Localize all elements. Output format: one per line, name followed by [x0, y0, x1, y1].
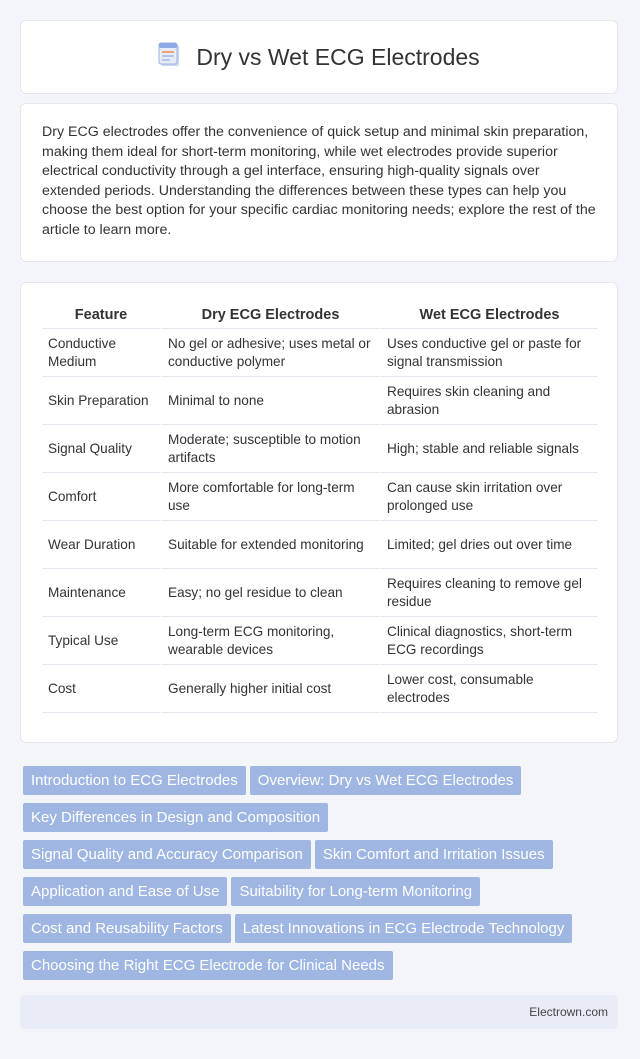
- table-row: [42, 617, 598, 665]
- table-cell: Maintenance: [42, 569, 160, 617]
- table-cell: Uses conductive gel or paste for signal transmission: [379, 329, 598, 377]
- comparison-table-card: [20, 282, 618, 743]
- table-cell: Can cause skin irritation over prolonged use: [379, 473, 598, 521]
- link-skin-comfort[interactable]: Skin Comfort and Irritation Issues: [315, 840, 553, 869]
- link-long-term[interactable]: Suitability for Long-term Monitoring: [231, 877, 480, 906]
- table-cell: Suitable for extended monitoring: [160, 521, 379, 569]
- table-row: [42, 329, 598, 377]
- link-cost[interactable]: Cost and Reusability Factors: [23, 914, 231, 943]
- page-title: Dry vs Wet ECG Electrodes: [196, 43, 480, 70]
- table-cell: Skin Preparation: [42, 377, 160, 425]
- footer: [20, 995, 618, 1029]
- table-cell: Cost: [42, 665, 160, 713]
- table-cell: Long-term ECG monitoring, wearable devices: [160, 617, 379, 665]
- table-cell: Moderate; susceptible to motion artifacts: [160, 425, 379, 473]
- link-signal-quality[interactable]: Signal Quality and Accuracy Comparison: [23, 840, 311, 869]
- table-cell: Requires skin cleaning and abrasion: [379, 377, 598, 425]
- table-cell: More comfortable for long-term use: [160, 473, 379, 521]
- link-choosing[interactable]: Choosing the Right ECG Electrode for Clinical Needs: [23, 951, 393, 980]
- footer-site[interactable]: Electrown.com: [529, 1005, 608, 1019]
- table-cell: Clinical diagnostics, short-term ECG recordings: [379, 617, 598, 665]
- intro-card: [20, 103, 618, 262]
- table-cell: Easy; no gel residue to clean: [160, 569, 379, 617]
- table-cell: Limited; gel dries out over time: [379, 521, 598, 569]
- related-links: [23, 766, 618, 988]
- header-feature: Feature: [42, 302, 160, 329]
- link-introduction[interactable]: Introduction to ECG Electrodes: [23, 766, 246, 795]
- link-key-differences[interactable]: Key Differences in Design and Composition: [23, 803, 328, 832]
- table-row: [42, 377, 598, 425]
- header-wet: Wet ECG Electrodes: [379, 302, 598, 329]
- table-row: [42, 473, 598, 521]
- table-row: [42, 521, 598, 569]
- link-overview[interactable]: Overview: Dry vs Wet ECG Electrodes: [250, 766, 522, 795]
- table-cell: Conductive Medium: [42, 329, 160, 377]
- table-cell: Generally higher initial cost: [160, 665, 379, 713]
- table-cell: Comfort: [42, 473, 160, 521]
- table-cell: Minimal to none: [160, 377, 379, 425]
- link-innovations[interactable]: Latest Innovations in ECG Electrode Technology: [235, 914, 573, 943]
- header-dry: Dry ECG Electrodes: [160, 302, 379, 329]
- intro-text: Dry ECG electrodes offer the convenience of quick setup and minimal skin preparation, making them ideal for short-term monitoring, while wet electrodes provide superior electrical conductivity through a gel interface, ensuring high-quality signals over extended periods. Understanding the differences between these types can help you choose the best option for your specific cardiac monitoring needs; explore the rest of the article to learn more.: [42, 124, 596, 238]
- document-icon: [158, 42, 182, 73]
- table-cell: Lower cost, consumable electrodes: [379, 665, 598, 713]
- table-cell: Signal Quality: [42, 425, 160, 473]
- table-header-row: [42, 302, 598, 329]
- table-cell: Typical Use: [42, 617, 160, 665]
- table-row: [42, 425, 598, 473]
- table-cell: High; stable and reliable signals: [379, 425, 598, 473]
- table-row: [42, 569, 598, 617]
- link-application[interactable]: Application and Ease of Use: [23, 877, 227, 906]
- table-cell: Requires cleaning to remove gel residue: [379, 569, 598, 617]
- comparison-table: [42, 302, 598, 713]
- table-cell: No gel or adhesive; uses metal or conductive polymer: [160, 329, 379, 377]
- table-cell: Wear Duration: [42, 521, 160, 569]
- table-row: [42, 665, 598, 713]
- header: [158, 42, 479, 73]
- header-card: [20, 20, 618, 94]
